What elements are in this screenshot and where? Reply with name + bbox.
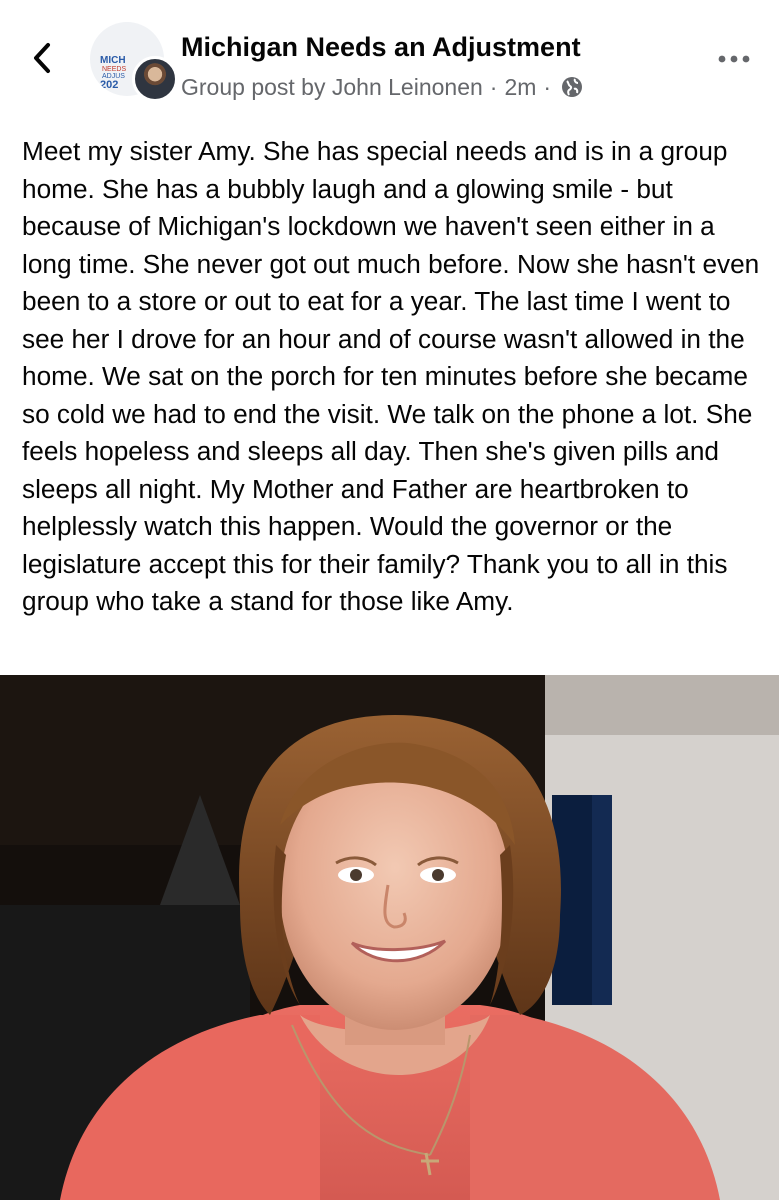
author-avatar[interactable] (132, 56, 178, 102)
group-avatar-text: 202 (100, 79, 119, 91)
group-avatar-text: NEEDS (102, 66, 127, 73)
group-avatar-text: ADJUS (102, 73, 125, 80)
photo-portrait (0, 675, 779, 1200)
group-avatar-text: MICH (100, 55, 126, 66)
more-horizontal-icon (718, 50, 750, 68)
avatar-group[interactable] (90, 22, 168, 100)
post-meta (181, 72, 584, 102)
group-name-link[interactable]: Michigan Needs an Adjustment (181, 32, 581, 62)
post-type-label: Group post by (181, 74, 326, 100)
separator-dot: · (543, 74, 552, 100)
more-options-button[interactable] (717, 44, 751, 74)
separator-dot: · (489, 74, 498, 100)
post-timestamp[interactable]: 2m (504, 74, 537, 100)
post-header (0, 0, 779, 118)
chevron-left-icon (32, 41, 52, 80)
back-button[interactable] (22, 38, 62, 82)
post-body-text: Meet my sister Amy. She has special needs and is in a group home. She has a bubbly laugh and a glowing smile - but because of Michigan's lockdown we haven't seen either in a long time. She never got out much before. Now she hasn't even been to a store or out to eat for a year. The last time I went to see her I drove for an hour and of course wasn't allowed in the home. We sat on the porch for ten minutes before she became so cold we had to end the visit. We talk on the phone a lot. She feels hopeless and sleeps all day. Then she's given pills and sleeps all night. My Mother and Father are heartbroken to helplessly watch this happen. Would the governor or the legislature accept this for their family? Thank you to all in this group who take a stand for those like Amy. (22, 136, 760, 616)
globe-icon (560, 75, 584, 99)
post-photo[interactable] (0, 675, 779, 1200)
author-name-link[interactable]: John Leinonen (331, 74, 483, 100)
